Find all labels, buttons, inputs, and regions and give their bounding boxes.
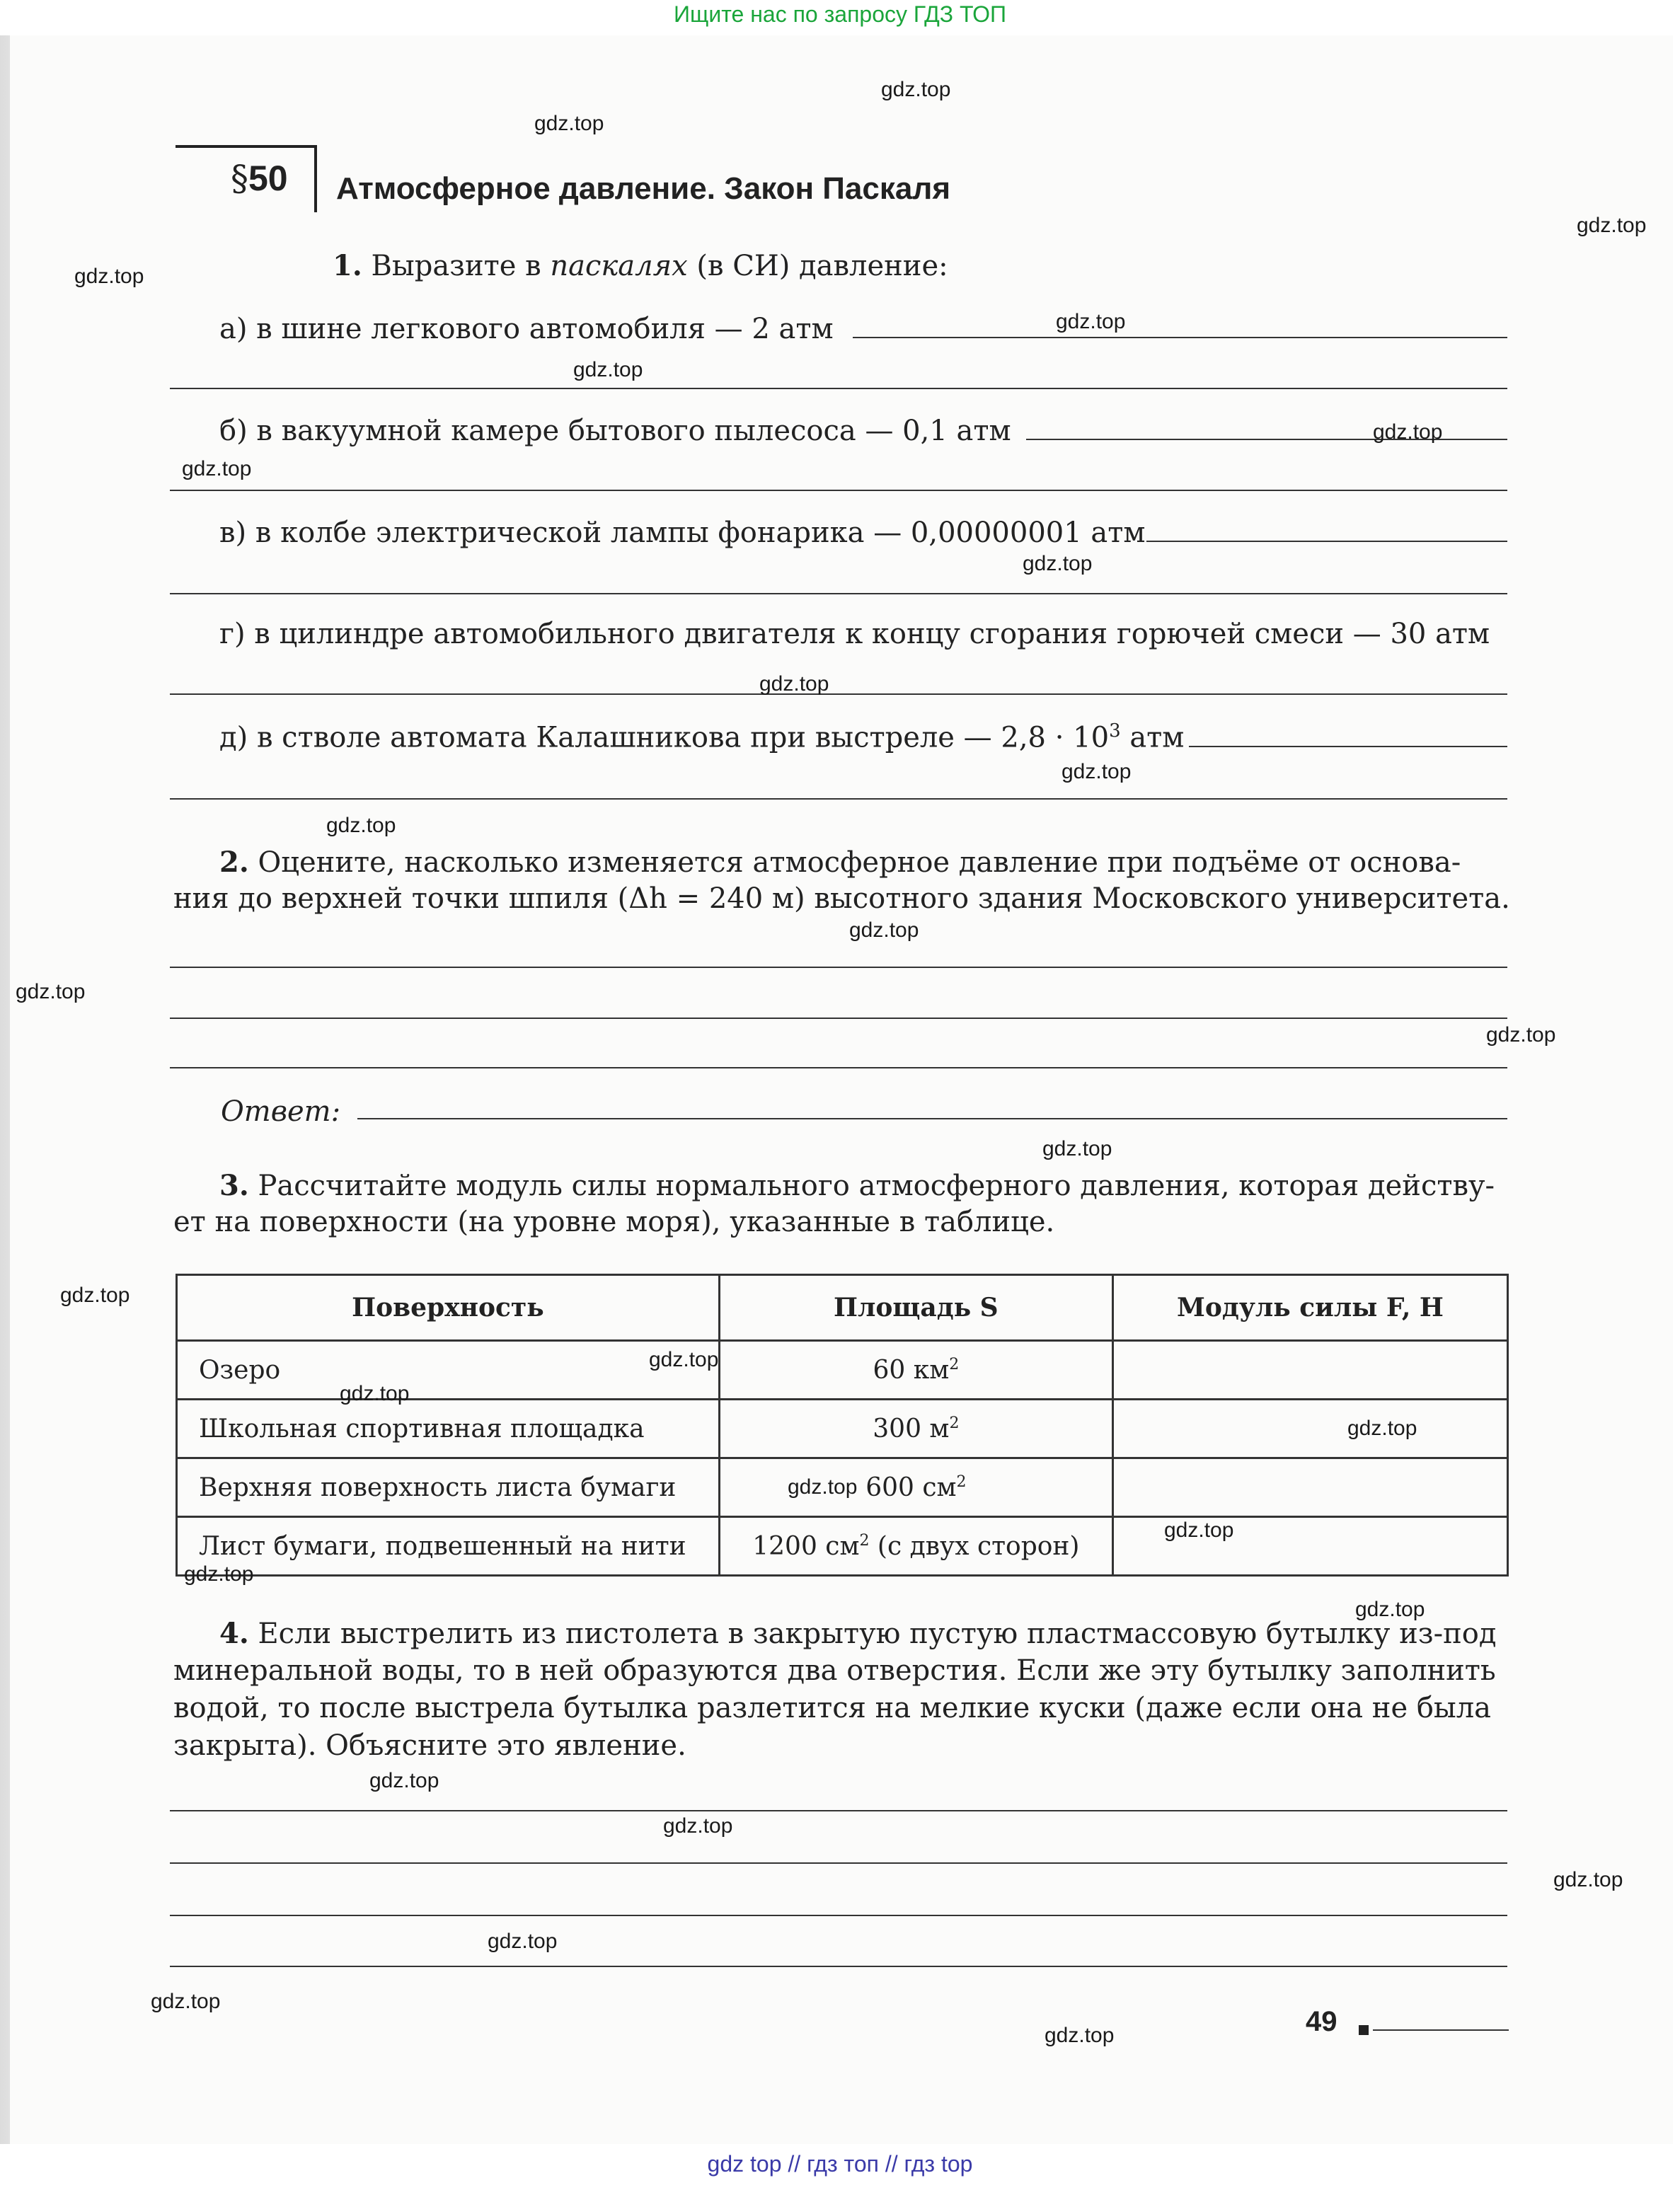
answer-line[interactable] (170, 798, 1507, 800)
watermark: gdz.top (1164, 1518, 1234, 1542)
answer-line[interactable] (170, 1915, 1507, 1916)
table-cell-area (719, 1400, 1112, 1458)
answer-line[interactable] (1146, 541, 1507, 542)
watermark: gdz.top (182, 457, 252, 480)
answer-line[interactable] (853, 337, 1507, 338)
task4-line4: закрыта). Объясните это явление. (173, 1729, 686, 1762)
task1-number: 1. (333, 249, 362, 282)
answer-line[interactable] (170, 1067, 1507, 1068)
table-cell-area-exp: 2 (956, 1473, 967, 1491)
section-symbol: § (231, 158, 248, 199)
task1-item-e (219, 720, 1184, 754)
table-cell-area-exp: 2 (949, 1414, 960, 1432)
answer-line[interactable] (170, 593, 1507, 594)
table-cell-surface: Верхняя поверхность листа бумаги (177, 1458, 720, 1517)
table-cell-area-value: 600 см (865, 1473, 957, 1502)
watermark: gdz.top (326, 814, 396, 837)
watermark: gdz.top (788, 1475, 858, 1499)
table-cell-area-value: 60 км (873, 1355, 950, 1385)
table-cell-area-note: (с двух сторон) (869, 1531, 1080, 1561)
table-cell-area-value: 300 м (873, 1414, 950, 1443)
watermark: gdz.top (369, 1769, 439, 1792)
task3-line1-text: Рассчитайте модуль силы нормального атмосферного давления, которая действу- (258, 1170, 1495, 1202)
task3-number: 3. (219, 1169, 249, 1202)
table-cell-surface: Школьная спортивная площадка (177, 1400, 720, 1458)
task1-item-d: г) в цилиндре автомобильного двигателя к концу сгорания горючей смеси — 30 атм (219, 618, 1490, 650)
task2-number: 2. (219, 846, 249, 879)
task2-line2: ния до верхней точки шпиля (Δh = 240 м) высотного здания Московского университета. (173, 882, 1510, 915)
table-cell-force[interactable] (1112, 1341, 1507, 1400)
table-header: Модуль силы F, Н (1112, 1275, 1507, 1341)
task4-line2: минеральной воды, то в ней образуются два отверстия. Если же эту бутылку заполнить (173, 1654, 1496, 1687)
watermark: gdz.top (1373, 420, 1443, 444)
watermark: gdz.top (649, 1348, 719, 1371)
section-title: Атмосферное давление. Закон Паскаля (336, 171, 950, 206)
table-cell-force[interactable] (1112, 1400, 1507, 1458)
task1-item-b: б) в вакуумной камере бытового пылесоса — 0,1 атм (219, 415, 1011, 447)
task1-item-e-exp: 3 (1109, 720, 1121, 742)
task1-item-e-unit: атм (1120, 721, 1185, 754)
table-row (177, 1517, 1508, 1576)
table-cell-area (719, 1341, 1112, 1400)
answer-line[interactable] (357, 1118, 1507, 1119)
watermark: gdz.top (849, 918, 919, 942)
task1-item-c: в) в колбе электрической лампы фонарика — 0,00000001 атм (219, 517, 1146, 549)
watermark: gdz.top (1045, 2024, 1115, 2047)
watermark: gdz.top (184, 1562, 254, 1586)
task1-heading (333, 249, 948, 282)
watermark: gdz.top (1056, 310, 1126, 333)
task2-answer-label: Ответ: (221, 1095, 341, 1128)
watermark: gdz.top (881, 78, 951, 101)
task1-item-e-text: д) в стволе автомата Калашникова при выстреле — 2,8 · 10 (219, 721, 1110, 754)
task1-item-a: а) в шине легкового автомобиля — 2 атм (219, 313, 834, 345)
surface-table (176, 1274, 1509, 1577)
answer-line[interactable] (170, 967, 1507, 968)
task4-line1 (219, 1617, 1496, 1650)
task2-line1 (219, 846, 1461, 879)
task3-line2: ет на поверхности (на уровне моря), указанные в таблице. (173, 1206, 1055, 1238)
page-number-marker (1359, 2025, 1369, 2035)
table-cell-area-exp: 2 (859, 1531, 870, 1550)
table-cell-area (719, 1458, 1112, 1517)
table-cell-area-value: 1200 см (752, 1531, 860, 1561)
watermark: gdz.top (1061, 760, 1132, 783)
table-header: Поверхность (177, 1275, 720, 1341)
table-header-row (177, 1275, 1508, 1341)
answer-line[interactable] (170, 1018, 1507, 1019)
watermark: gdz.top (340, 1382, 410, 1405)
task4-line1-text: Если выстрелить из пистолета в закрытую пустую пластмассовую бутылку из-под (258, 1618, 1497, 1650)
watermark: gdz.top (1042, 1137, 1112, 1160)
top-banner[interactable]: Ищите нас по запросу ГДЗ ТОП (674, 1, 1006, 27)
table-cell-surface: Лист бумаги, подвешенный на нити (177, 1517, 720, 1576)
answer-line[interactable] (170, 1966, 1507, 1967)
answer-line[interactable] (170, 693, 1507, 695)
table-row (177, 1400, 1508, 1458)
watermark: gdz.top (151, 1990, 221, 2013)
watermark: gdz.top (1553, 1868, 1623, 1891)
table-cell-force[interactable] (1112, 1458, 1507, 1517)
task4-line3: водой, то после выстрела бутылка разлетится на мелкие куски (даже если она не была (173, 1692, 1492, 1724)
watermark: gdz.top (1355, 1598, 1425, 1621)
watermark: gdz.top (1577, 214, 1647, 237)
watermark: gdz.top (1486, 1023, 1556, 1047)
answer-line[interactable] (170, 1810, 1507, 1811)
watermark: gdz.top (759, 672, 829, 696)
watermark: gdz.top (60, 1284, 130, 1307)
table-cell-area-exp: 2 (949, 1355, 960, 1373)
section-number (176, 145, 317, 212)
watermark: gdz.top (1347, 1417, 1417, 1440)
task1-text-italic: паскалях (550, 250, 688, 282)
watermark: gdz.top (663, 1814, 733, 1838)
watermark: gdz.top (16, 980, 86, 1003)
table-header: Площадь S (719, 1275, 1112, 1341)
watermark: gdz.top (1023, 552, 1093, 575)
watermark: gdz.top (74, 265, 144, 288)
task3-line1 (219, 1169, 1495, 1202)
answer-line[interactable] (170, 1862, 1507, 1864)
page-number-rule (1373, 2029, 1509, 2031)
task1-text-post: (в СИ) давление: (696, 250, 948, 282)
task1-text-pre: Выразите в (371, 250, 541, 282)
table-cell-surface: Озеро (177, 1341, 720, 1400)
watermark: gdz.top (534, 112, 604, 135)
section-number-value: 50 (248, 159, 288, 198)
table-cell-area (719, 1517, 1112, 1576)
answer-line[interactable] (1189, 746, 1507, 747)
answer-line[interactable] (170, 388, 1507, 389)
workbook-page (10, 35, 1673, 2144)
watermark: gdz.top (573, 358, 643, 381)
bottom-banner[interactable]: gdz top // гдз топ // гдз top (707, 2151, 973, 2177)
page-number: 49 (1306, 2006, 1337, 2037)
task4-number: 4. (219, 1617, 249, 1650)
task2-line1-text: Оцените, насколько изменяется атмосферное давление при подъёме от основа- (258, 846, 1461, 879)
watermark: gdz.top (488, 1930, 558, 1953)
answer-line[interactable] (170, 490, 1507, 491)
